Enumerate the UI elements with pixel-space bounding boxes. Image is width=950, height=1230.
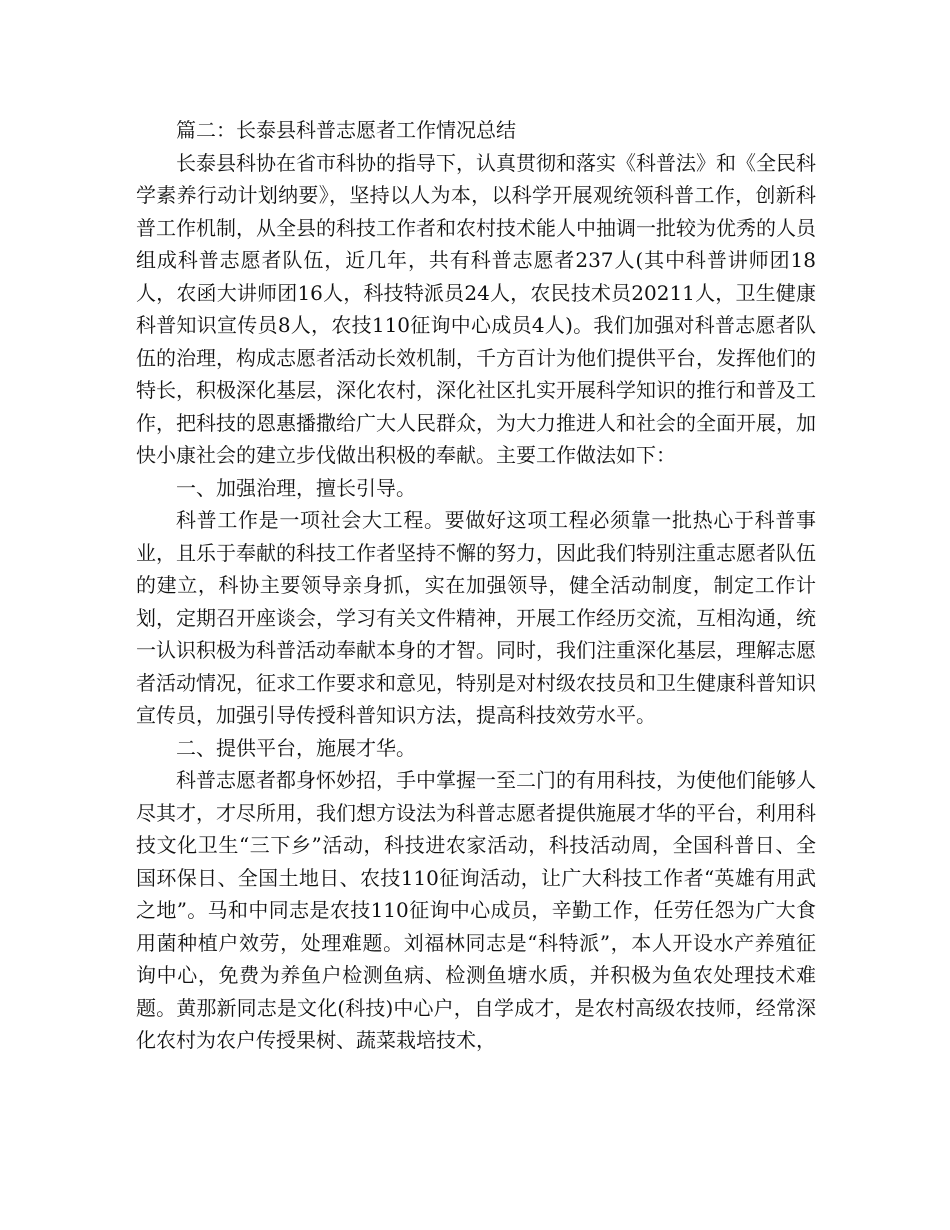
section-heading-2: 二、提供平台，施展才华。 <box>176 735 416 760</box>
paragraph-section-1: 科普工作是一项社会大工程。要做好这项工程必须靠一批热心于科普事业，且乐于奉献的科技工作者坚持不懈的努力，因此我们特别注重志愿者队伍的建立，科协主要领导亲身抓，实在加强领导，健全活动制度，制定工作计划，定期召开座谈会，学习有关文件精神，开展工作经历交流，互相沟通，统一认识积极为科普活动奉献本身的才智。同时，我们注重深化基层，理解志愿者活动情况，征求工作要求和意见，特别是对村级农技员和卫生健康科普知识宣传员，加强引导传授科普知识方法，提高科技效劳水平。 <box>136 508 816 727</box>
document-title: 篇二：长泰县科普志愿者工作情况总结 <box>176 118 516 142</box>
paragraph-intro: 长泰县科协在省市科协的指导下，认真贯彻和落实《科普法》和《全民科学素养行动计划纳要》，坚持以人为本，以科学开展观统领科普工作，创新科普工作机制，从全县的科技工作者和农村技术能人中抽调一批较为优秀的人员组成科普志愿者队伍，近几年，共有科普志愿者237人(其中科普讲师团18人，农函大讲师团16人，科技特派员24人，农民技术员20211人，卫生健康科普知识宣传员8人，农技110征询中心成员4人)。我们加强对科普志愿者队伍的治理，构成志愿者活动长效机制，千方百计为他们提供平台，发挥他们的特长，积极深化基层，深化农村，深化社区扎实开展科学知识的推行和普及工作，把科技的恩惠播撒给广大人民群众，为大力推进人和社会的全面开展，加快小康社会的建立步伐做出积极的奉献。主要工作做法如下： <box>136 150 816 467</box>
section-heading-1: 一、加强治理，擅长引导。 <box>176 475 416 500</box>
document-body <box>136 114 816 1057</box>
paragraph-section-2: 科普志愿者都身怀妙招，手中掌握一至二门的有用科技，为使他们能够人尽其才，才尽所用，我们想方设法为科普志愿者提供施展才华的平台，利用科技文化卫生“三下乡”活动，科技进农家活动，科技活动周，全国科普日、全国环保日、全国土地日、农技110征询活动，让广大科技工作者“英雄有用武之地”。马和中同志是农技110征询中心成员，辛勤工作，任劳任怨为广大食用菌种植户效劳，处理难题。刘福林同志是“科特派”，本人开设水产养殖征询中心，免费为养鱼户检测鱼病、检测鱼塘水质，并积极为鱼农处理技术难题。黄那新同志是文化(科技)中心户，自学成才，是农村高级农技师，经常深化农村为农户传授果树、蔬菜栽培技术， <box>136 768 816 1052</box>
